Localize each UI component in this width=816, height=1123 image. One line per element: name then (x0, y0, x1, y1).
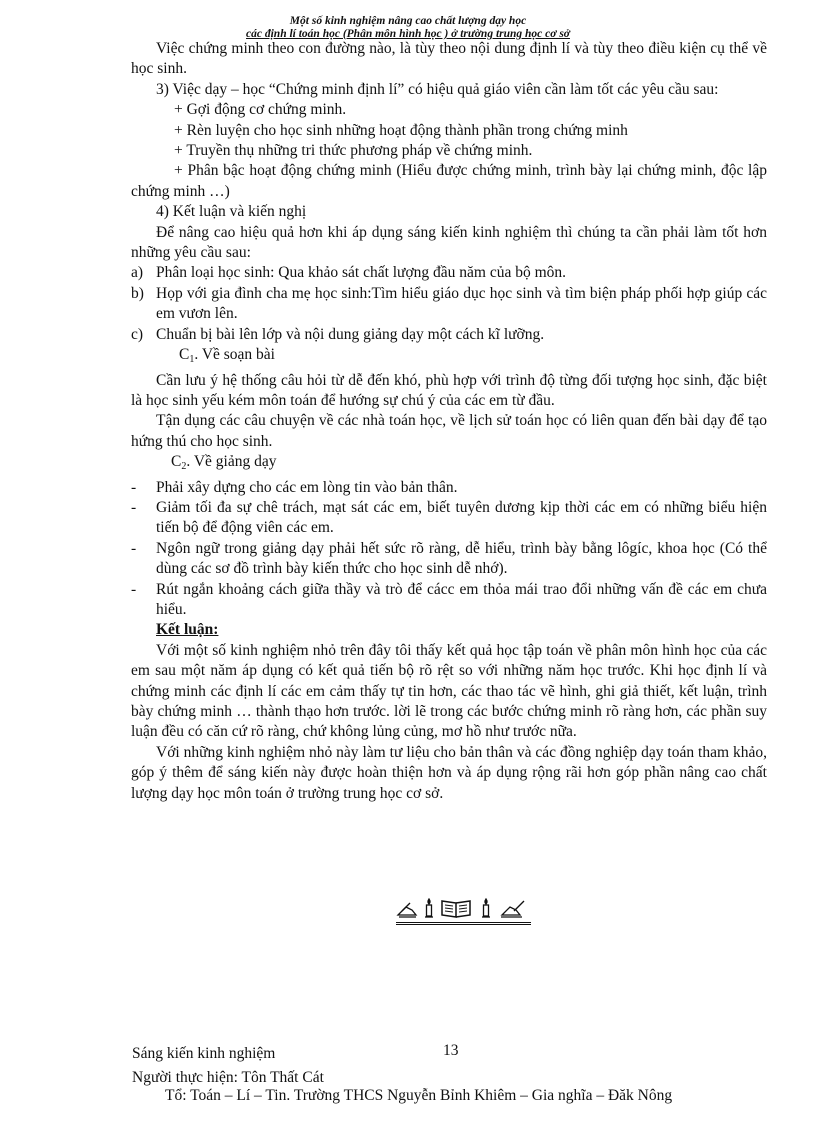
list-item-a (131, 263, 767, 283)
plus-item-3: + Truyền thụ những tri thức phương pháp về chứng minh. (174, 142, 533, 160)
dash-text: Phải xây dựng cho các em lòng tin vào bản thân. (156, 478, 458, 496)
page-number: 13 (443, 1042, 459, 1059)
paragraph-proof-path: Việc chứng minh theo con đường nào, là tùy theo nội dung định lí và tùy theo điều kiện cụ thể về học sinh. (131, 40, 767, 78)
list-text: Chuẩn bị bài lên lớp và nội dung giảng dạy một cách kĩ lưỡng. (156, 325, 545, 343)
list-item-b (131, 284, 767, 325)
dash-text: Giảm tối đa sự chê trách, mạt sát các em, biết tuyên dương kịp thời các em có những biểu hiện tiến bộ để động viên các em. (156, 498, 767, 537)
end-ornament (396, 896, 531, 925)
dash-marker: - (131, 498, 137, 516)
conclusion-paragraph-2: Với những kinh nghiệm nhỏ này làm tư liệu cho bản thân và các đồng nghiệp dạy toán tham khảo, góp ý thêm để sáng kiến này được hoàn thiện hơn và áp dụng rộng rãi hơn góp phần nâng cao chất lượng dạy học môn toán ở trường trung học cơ sở. (131, 743, 767, 802)
plus-item-2: + Rèn luyện cho học sinh những hoạt động thành phần trong chứng minh (174, 121, 628, 139)
c2-letter: C (171, 453, 182, 471)
paragraph-section-3: 3) Việc dạy – học “Chứng minh định lí” có hiệu quả giáo viên cần làm tốt các yêu cầu sau: (156, 80, 719, 98)
dash-item-3 (131, 539, 767, 580)
running-header-line-2: các định lí toán học (Phân môn hình học ) ở trường trung học cơ sở (246, 28, 570, 40)
section-4-intro: Để nâng cao hiệu quả hơn khi áp dụng sáng kiến kinh nghiệm thì chúng ta cần phải làm tốt hơn những yêu cầu sau: (131, 223, 767, 262)
subheading-c1 (131, 345, 767, 370)
c1-letter: C (179, 346, 190, 364)
conclusion-heading: Kết luận: (156, 621, 219, 639)
running-header-line-1: Một số kinh nghiệm nâng cao chất lượng dạy học (289, 15, 527, 27)
footer-author: Người thực hiện: Tôn Thất Cát (132, 1069, 324, 1086)
footer-department: Tổ: Toán – Lí – Tin. Trường THCS Nguyễn Bỉnh Khiêm – Gia nghĩa – Đăk Nông (165, 1087, 673, 1104)
c1-label: . Về soạn bài (194, 346, 275, 364)
c2-subscript: 2 (181, 461, 187, 473)
dash-marker: - (131, 539, 137, 557)
candle-icon (482, 899, 490, 917)
dash-item-1 (131, 478, 767, 498)
list-text: Phân loại học sinh: Qua khảo sát chất lượng đầu năm của bộ môn. (156, 264, 567, 282)
list-marker: b) (131, 284, 144, 302)
c1-subscript: 1 (189, 354, 195, 366)
c2-label: . Về giảng dạy (186, 453, 277, 471)
page-body (131, 39, 767, 804)
paragraph-question-system: Cần lưu ý hệ thống câu hỏi từ dễ đến khó, phù hợp với trình độ từng đối tượng học sinh, đặc biệt là học sinh yếu kém môn toán để hướng sự chú ý của các em từ đầu. (131, 371, 767, 409)
candle-icon (425, 899, 433, 917)
dash-item-4 (131, 580, 767, 621)
list-marker: c) (131, 325, 144, 343)
list-text: Họp với gia đình cha mẹ học sinh:Tìm hiểu giáo dục học sinh và tìm biện pháp phối hợp giúp các em vươn lên. (156, 284, 767, 323)
list-item-c (131, 325, 767, 345)
dash-marker: - (131, 478, 137, 496)
ornament-icons (396, 896, 531, 920)
writing-hand-icon (501, 901, 524, 917)
writing-hand-icon (398, 903, 416, 917)
open-book-icon (442, 901, 470, 917)
list-marker: a) (131, 264, 144, 282)
plus-item-4: + Phân bậc hoạt động chứng minh (Hiểu được chứng minh, trình bày lại chứng minh, độc lập chứng minh …) (131, 162, 767, 200)
subheading-c2 (131, 452, 767, 477)
plus-item-1: + Gợi động cơ chứng minh. (174, 101, 347, 119)
section-4-heading: 4) Kết luận và kiến nghị (156, 203, 307, 221)
dash-marker: - (131, 580, 137, 598)
dash-text: Rút ngắn khoảng cách giữa thầy và trò để cácc em thỏa mái trao đổi những vấn đề các em chưa hiểu. (156, 580, 767, 618)
dash-item-2 (131, 498, 767, 539)
dash-text: Ngôn ngữ trong giảng dạy phải hết sức rõ ràng, dễ hiểu, trình bày bằng lôgíc, khoa học (Có thể dùng các sơ đồ trình bày kiến thức cho học sinh dễ nhớ). (156, 539, 767, 578)
footer-title: Sáng kiến kinh nghiệm (132, 1045, 276, 1062)
conclusion-paragraph-1: Với một số kinh nghiệm nhỏ trên đây tôi thấy kết quả học tập toán về phân môn hình học của các em sau một năm áp dụng có kết quả tiến bộ rõ rệt so với những năm học trước. Khi học định lí và chứng minh các định lí các em cảm thấy tự tin hơn, các thao tác vẽ hình, ghi giả thiết, kết luận, trình bày chứng minh … thành thạo hơn trước. lời lẽ trong các bước chứng minh rõ ràng hơn, các phần suy luận đều có căn cứ rõ ràng, chứ không lủng củng, mơ hồ như trước nữa. (131, 641, 767, 741)
paragraph-math-stories: Tận dụng các câu chuyện về các nhà toán học, về lịch sử toán học có liên quan đến bài dạy để tạo hứng thú cho học sinh. (131, 412, 767, 450)
